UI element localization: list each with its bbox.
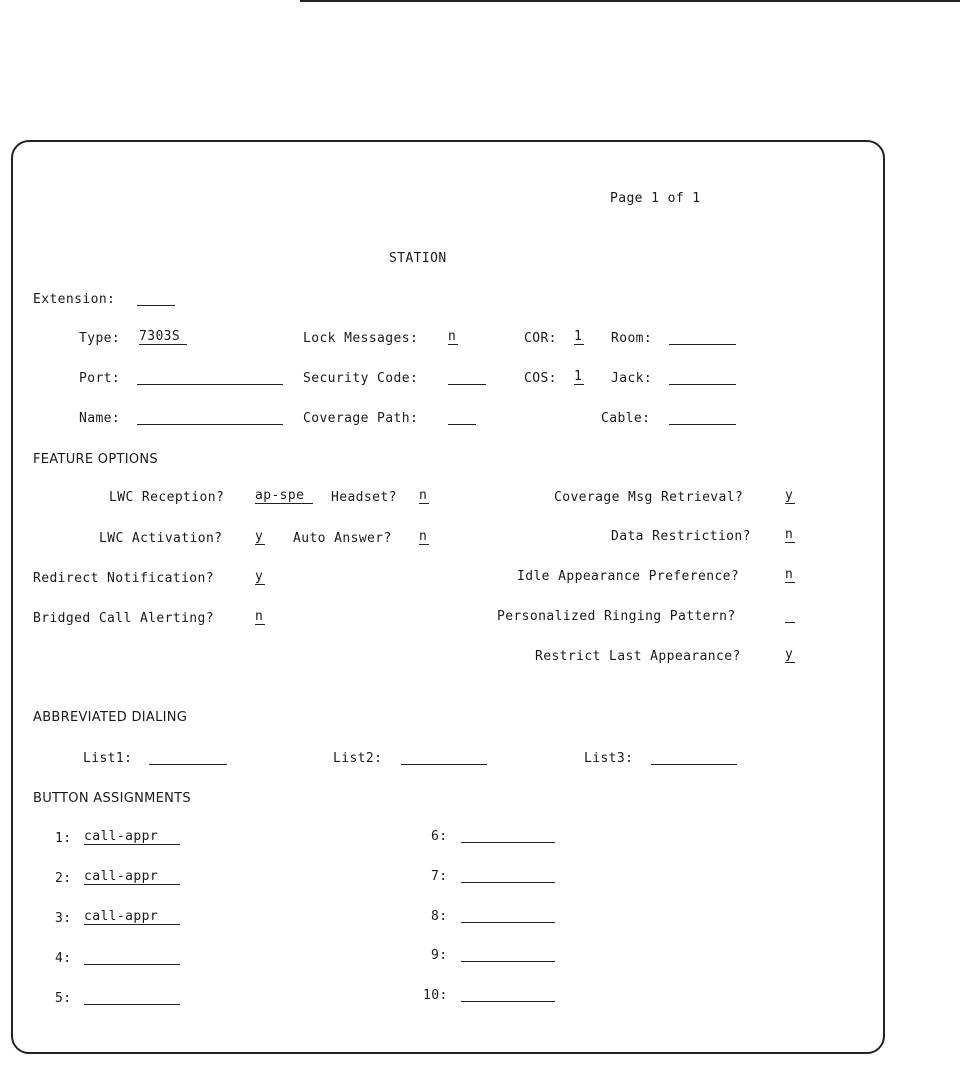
button-assignments-heading: BUTTON ASSIGNMENTS bbox=[33, 791, 191, 806]
button-9-field[interactable] bbox=[461, 946, 555, 962]
button-4-field[interactable] bbox=[84, 949, 180, 965]
cor-field[interactable]: 1 bbox=[574, 329, 583, 344]
button-2-field[interactable]: call-appr bbox=[84, 869, 180, 885]
button-6-field[interactable] bbox=[461, 827, 555, 843]
personalized-ringing-pattern-field[interactable] bbox=[785, 607, 795, 623]
data-restriction-label: Data Restriction? bbox=[611, 529, 751, 544]
room-field[interactable] bbox=[669, 329, 736, 345]
lock-messages-label: Lock Messages: bbox=[303, 331, 419, 346]
bridged-call-alerting-label: Bridged Call Alerting? bbox=[33, 611, 214, 626]
restrict-last-appearance-field[interactable]: y bbox=[785, 647, 794, 662]
jack-field[interactable] bbox=[669, 369, 736, 385]
name-label: Name: bbox=[79, 411, 121, 426]
lwc-reception-label: LWC Reception? bbox=[109, 490, 225, 505]
port-label: Port: bbox=[79, 371, 121, 386]
cable-label: Cable: bbox=[601, 411, 651, 426]
station-form-screen bbox=[11, 140, 885, 1054]
button-7-field[interactable] bbox=[461, 867, 555, 883]
bridged-call-alerting-field[interactable]: n bbox=[255, 609, 264, 624]
button-5-label: 5: bbox=[55, 991, 72, 1006]
name-field[interactable] bbox=[137, 409, 283, 425]
button-1-label: 1: bbox=[55, 831, 72, 846]
lwc-reception-field[interactable]: ap-spe bbox=[255, 488, 313, 504]
extension-label: Extension: bbox=[33, 292, 116, 307]
feature-options-heading: FEATURE OPTIONS bbox=[33, 452, 158, 467]
data-restriction-field[interactable]: n bbox=[785, 527, 794, 542]
room-label: Room: bbox=[611, 331, 653, 346]
button-10-field[interactable] bbox=[461, 986, 555, 1002]
button-6-label: 6: bbox=[431, 829, 448, 844]
top-rule bbox=[300, 0, 960, 2]
type-label: Type: bbox=[79, 331, 121, 346]
abbreviated-dialing-heading: ABBREVIATED DIALING bbox=[33, 710, 188, 725]
redirect-notification-label: Redirect Notification? bbox=[33, 571, 214, 586]
button-8-field[interactable] bbox=[461, 907, 555, 923]
button-9-label: 9: bbox=[431, 948, 448, 963]
security-code-label: Security Code: bbox=[303, 371, 419, 386]
button-7-label: 7: bbox=[431, 869, 448, 884]
headset-field[interactable]: n bbox=[419, 488, 428, 503]
list2-field[interactable] bbox=[401, 749, 487, 765]
headset-label: Headset? bbox=[331, 490, 397, 505]
security-code-field[interactable] bbox=[448, 369, 486, 385]
list3-field[interactable] bbox=[651, 749, 737, 765]
lwc-activation-label: LWC Activation? bbox=[99, 531, 223, 546]
button-5-field[interactable] bbox=[84, 989, 180, 1005]
auto-answer-label: Auto Answer? bbox=[293, 531, 392, 546]
cos-field[interactable]: 1 bbox=[574, 369, 583, 384]
coverage-msg-retrieval-field[interactable]: y bbox=[785, 488, 794, 503]
redirect-notification-field[interactable]: y bbox=[255, 569, 264, 584]
idle-appearance-preference-label: Idle Appearance Preference? bbox=[517, 569, 740, 584]
page-indicator: Page 1 of 1 bbox=[610, 191, 701, 206]
extension-field[interactable] bbox=[137, 290, 175, 306]
jack-label: Jack: bbox=[611, 371, 653, 386]
cor-label: COR: bbox=[524, 331, 557, 346]
button-1-field[interactable]: call-appr bbox=[84, 829, 180, 845]
list1-label: List1: bbox=[83, 751, 133, 766]
list3-label: List3: bbox=[584, 751, 634, 766]
restrict-last-appearance-label: Restrict Last Appearance? bbox=[535, 649, 741, 664]
type-field[interactable]: 7303S bbox=[139, 329, 187, 345]
coverage-path-label: Coverage Path: bbox=[303, 411, 419, 426]
cable-field[interactable] bbox=[669, 409, 736, 425]
auto-answer-field[interactable]: n bbox=[419, 529, 428, 544]
lock-messages-field[interactable]: n bbox=[448, 329, 457, 344]
idle-appearance-preference-field[interactable]: n bbox=[785, 567, 794, 582]
list1-field[interactable] bbox=[149, 749, 227, 765]
lwc-activation-field[interactable]: y bbox=[255, 529, 264, 544]
coverage-path-field[interactable] bbox=[448, 409, 476, 425]
button-4-label: 4: bbox=[55, 951, 72, 966]
port-field[interactable] bbox=[137, 369, 283, 385]
list2-label: List2: bbox=[333, 751, 383, 766]
form-title: STATION bbox=[389, 251, 447, 266]
button-8-label: 8: bbox=[431, 909, 448, 924]
coverage-msg-retrieval-label: Coverage Msg Retrieval? bbox=[554, 490, 744, 505]
button-2-label: 2: bbox=[55, 871, 72, 886]
button-3-field[interactable]: call-appr bbox=[84, 909, 180, 925]
button-3-label: 3: bbox=[55, 911, 72, 926]
personalized-ringing-pattern-label: Personalized Ringing Pattern? bbox=[497, 609, 736, 624]
cos-label: COS: bbox=[524, 371, 557, 386]
button-10-label: 10: bbox=[423, 988, 448, 1003]
